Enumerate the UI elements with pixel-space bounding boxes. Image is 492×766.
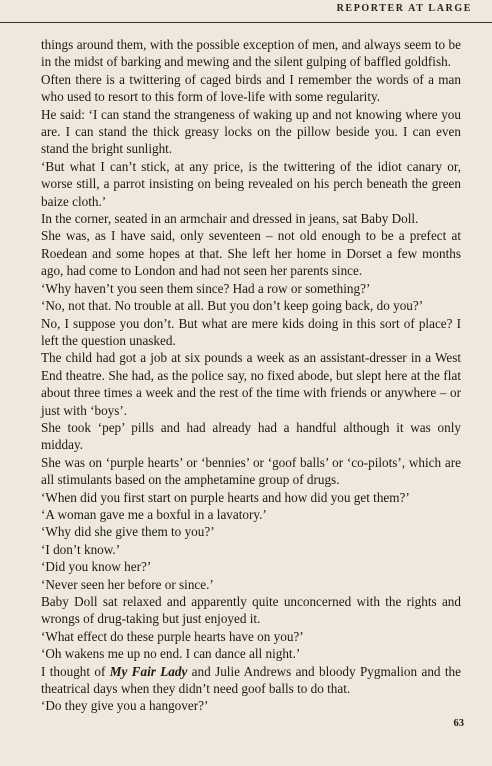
- paragraph: She was, as I have said, only seventeen – not old enough to be a prefect at Roedean and some hopes at that. She left her home in Dorset a few months ago, had come to London and had not seen her parents since.: [41, 228, 461, 279]
- paragraph: In the corner, seated in an armchair and dressed in jeans, sat Baby Doll.: [41, 211, 419, 227]
- dialogue-line: ‘No, not that. No trouble at all. But you don’t keep going back, do you?’: [41, 298, 424, 314]
- paragraph: The child had got a job at six pounds a week as an assistant-dresser in a West End theatre. She had, as the police say, no fixed abode, but slept here at the flat about three times a week and the rest of the time with friends or anywhere – or just with ‘boys’.: [41, 350, 461, 418]
- paragraph: He said: ‘I can stand the strangeness of waking up and not knowing where you are. I can stand the thick greasy locks on the pillow beside you. I can even stand the bright sunlight.: [41, 106, 461, 157]
- paragraph: ‘But what I can’t stick, at any price, is the twittering of the idiot canary or, worse still, a parrot insisting on being revealed on his perch beneath the green baize cloth.’: [41, 158, 461, 209]
- paragraph: things around them, with the possible exception of men, and always seem to be in the midst of barking and mewing and the silent gulping of baffled goldfish.: [41, 37, 461, 70]
- paragraph-text: and Julie Andrews and bloody Pygmalion and the theatrical days when they didn’t need goof balls to do that.: [41, 663, 461, 697]
- dialogue-line: ‘When did you first start on purple hearts and how did you get them?’: [41, 489, 410, 505]
- paragraph: Baby Doll sat relaxed and apparently quite unconcerned with the rights and wrongs of drug-taking but just enjoyed it.: [41, 594, 461, 627]
- dialogue-line: ‘Never seen her before or since.’: [41, 576, 214, 592]
- dialogue-line: ‘What effect do these purple hearts have on you?’: [41, 628, 304, 644]
- dialogue-line: ‘A woman gave me a boxful in a lavatory.’: [41, 506, 267, 522]
- header-rule: [0, 22, 492, 23]
- paragraph: Often there is a twittering of caged birds and I remember the words of a man who used to resort to this form of love-life with some regularity.: [41, 71, 461, 105]
- page-number: 63: [453, 718, 464, 729]
- paragraph-text: I thought of: [41, 663, 110, 679]
- dialogue-line: ‘Why did she give them to you?’: [41, 524, 215, 540]
- dialogue-line: ‘Do they give you a hangover?’: [41, 698, 209, 714]
- dialogue-line: ‘Did you know her?’: [41, 559, 152, 575]
- article-body: [41, 36, 461, 715]
- show-title: My Fair Lady: [109, 663, 188, 679]
- dialogue-line: ‘I don’t know.’: [41, 541, 121, 557]
- paragraph: She was on ‘purple hearts’ or ‘bennies’ or ‘goof balls’ or ‘co-pilots’, which are all stimulants based on the amphetamine group of drugs.: [41, 454, 461, 488]
- dialogue-line: ‘Oh wakens me up no end. I can dance all night.’: [41, 646, 301, 662]
- paragraph-with-title: [41, 663, 461, 698]
- dialogue-line: ‘Why haven’t you seen them since? Had a row or something?’: [41, 280, 371, 296]
- paragraph: No, I suppose you don’t. But what are mere kids doing in this sort of place? I left the question unasked.: [41, 315, 461, 348]
- running-head: REPORTER AT LARGE: [336, 3, 472, 14]
- paragraph: She took ‘pep’ pills and had already had a handful although it was only midday.: [41, 419, 461, 453]
